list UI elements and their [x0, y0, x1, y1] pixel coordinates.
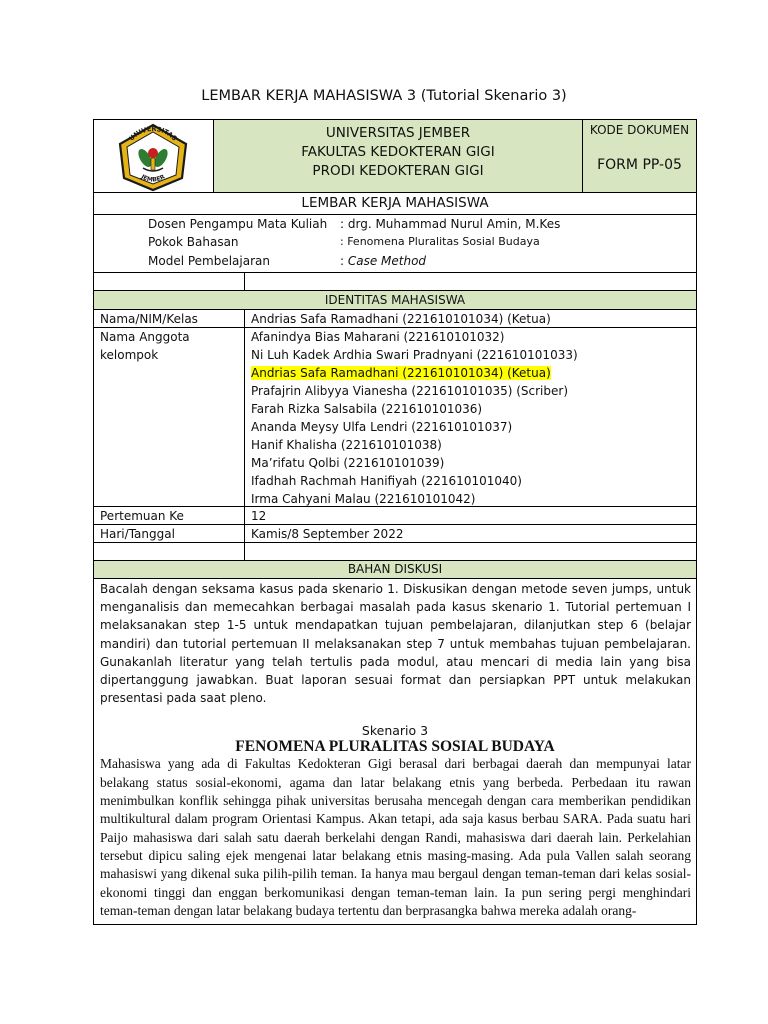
- bahan-heading: BAHAN DISKUSI: [347, 562, 443, 576]
- empty-row-2: [94, 543, 696, 561]
- document-code-label: KODE DOKUMEN: [589, 123, 690, 137]
- list-item: Irma Cahyani Malau (221610101042): [251, 492, 476, 506]
- list-item: Ma’rifatu Qolbi (221610101039): [251, 456, 445, 470]
- form-header: [94, 120, 696, 193]
- svg-text:JEMBER: JEMBER: [139, 173, 167, 184]
- logo-text: UNIVERSITAS: [127, 124, 179, 143]
- lecturer-value: : drg. Muhammad Nurul Amin, M.Kes: [340, 217, 561, 231]
- list-item: Ifadhah Rachmah Hanifiyah (221610101040): [251, 474, 522, 488]
- lkm-title: LEMBAR KERJA MAHASISWA: [301, 195, 489, 211]
- topic-value: : Fenomena Pluralitas Sosial Budaya: [340, 235, 540, 248]
- date-value: Kamis/8 September 2022: [251, 527, 404, 541]
- topic-label: Pokok Bahasan: [148, 235, 239, 249]
- list-item: Ni Luh Kadek Ardhia Swari Pradnyani (221610101033): [251, 348, 578, 362]
- lecturer-label: Dosen Pengampu Mata Kuliah: [148, 217, 328, 231]
- page-title: LEMBAR KERJA MAHASISWA 3 (Tutorial Skenario 3): [201, 88, 567, 104]
- discussion-content: [94, 579, 696, 920]
- model-value: : Case Method: [340, 254, 427, 268]
- discussion-instructions: Bacalah dengan seksama kasus pada skenario 1. Diskusikan dengan metode seven jumps, untuk menganalisis dan memecahkan berbagai masalah pada kasus skenario 1. Tutorial pertemuan I melaksanakan step 1-5 untuk mendapatkan tujuan pembelajaran, dilanjutkan step 6 (belajar mandiri) dan tutorial pertemuan II melaksanakan step 7 untuk membahas tujuan pembelajaran. Gunakanlah literatur yang telah tertulis pada modul, atau mencari di media lain yang bisa dipertanggung jawabkan. Buat laporan sesuai format dan persiapkan PPT untuk melakukan presentasi pada saat pleno.: [100, 582, 691, 706]
- name-value: Andrias Safa Ramadhani (221610101034) (Ketua): [251, 312, 551, 326]
- highlighted-member: Andrias Safa Ramadhani (221610101034) (Ketua): [251, 366, 551, 380]
- identitas-heading-row: [94, 291, 696, 310]
- list-item: Farah Rizka Salsabila (221610101036): [251, 402, 483, 416]
- date-label: Hari/Tanggal: [94, 525, 245, 542]
- faculty-name: FAKULTAS KEDOKTERAN GIGI: [301, 144, 495, 160]
- document-code-value: FORM PP-05: [597, 157, 682, 173]
- scenario-label: Skenario 3: [361, 723, 429, 739]
- list-item: Prafajrin Alibyya Vianesha (221610101035) (Scriber): [251, 384, 568, 398]
- list-item: Ananda Meysy Ulfa Lendri (221610101037): [251, 420, 513, 434]
- scenario-title: FENOMENA PLURALITAS SOSIAL BUDAYA: [235, 738, 555, 756]
- members-list: [245, 328, 696, 506]
- meeting-row: [94, 507, 696, 525]
- members-row: [94, 328, 696, 507]
- name-row: [94, 310, 696, 328]
- date-row: [94, 525, 696, 543]
- lkm-title-row: [94, 192, 696, 215]
- identitas-heading: IDENTITAS MAHASISWA: [324, 293, 466, 307]
- name-label: Nama/NIM/Kelas: [94, 310, 245, 327]
- logo-cell: [94, 120, 214, 192]
- university-name: UNIVERSITAS JEMBER: [325, 125, 471, 141]
- meeting-value: 12: [251, 509, 267, 523]
- university-logo: [94, 120, 213, 192]
- bahan-heading-row: [94, 561, 696, 579]
- list-item: Afanindya Bias Maharani (221610101032): [251, 330, 505, 344]
- empty-row: [94, 273, 696, 291]
- model-value-italic: Case Method: [347, 254, 427, 268]
- scenario-text: Mahasiswa yang ada di Fakultas Kedokteran Gigi berasal dari berbagai daerah dan mempunyai latar belakang status sosial-ekonomi, agama dan latar belakang etnis yang berbeda. Perbedaan itu rawan menimbulkan konflik sehingga pihak universitas berusaha mencegah dengan cara memberikan pendidikan multikultural dalam program Orientasi Kampus. Akan tetapi, ada saja kasus berbau SARA. Pada suatu hari Paijo mahasiswa dari salah satu daerah berkelahi dengan Randi, mahasiswa dari daerah lain. Perkelahian tersebut dipicu saling ejek mengenai latar belakang etnis masing-masing. Ada pula Vallen salah seorang mahasiswi yang dikenal suka pilih-pilih teman. Ia hanya mau bergaul dengan teman-teman dari kelas sosial-ekonomi tinggi dan enggan berkomunikasi dengan teman-teman lain. Ia pun sering pergi menghindari teman-teman dengan latar belakang budaya tertentu dan berprasangka bahwa mereka adalah orang-: [100, 756, 691, 918]
- course-info: [94, 215, 696, 273]
- meeting-label: Pertemuan Ke: [94, 507, 245, 524]
- members-label: Nama Anggota kelompok: [94, 328, 245, 506]
- list-item: Hanif Khalisha (221610101038): [251, 438, 442, 452]
- program-name: PRODI KEDOKTERAN GIGI: [312, 163, 484, 179]
- document-code-cell: [583, 120, 696, 192]
- university-cell: [214, 120, 583, 192]
- model-label: Model Pembelajaran: [148, 254, 270, 268]
- document-form: [93, 119, 697, 925]
